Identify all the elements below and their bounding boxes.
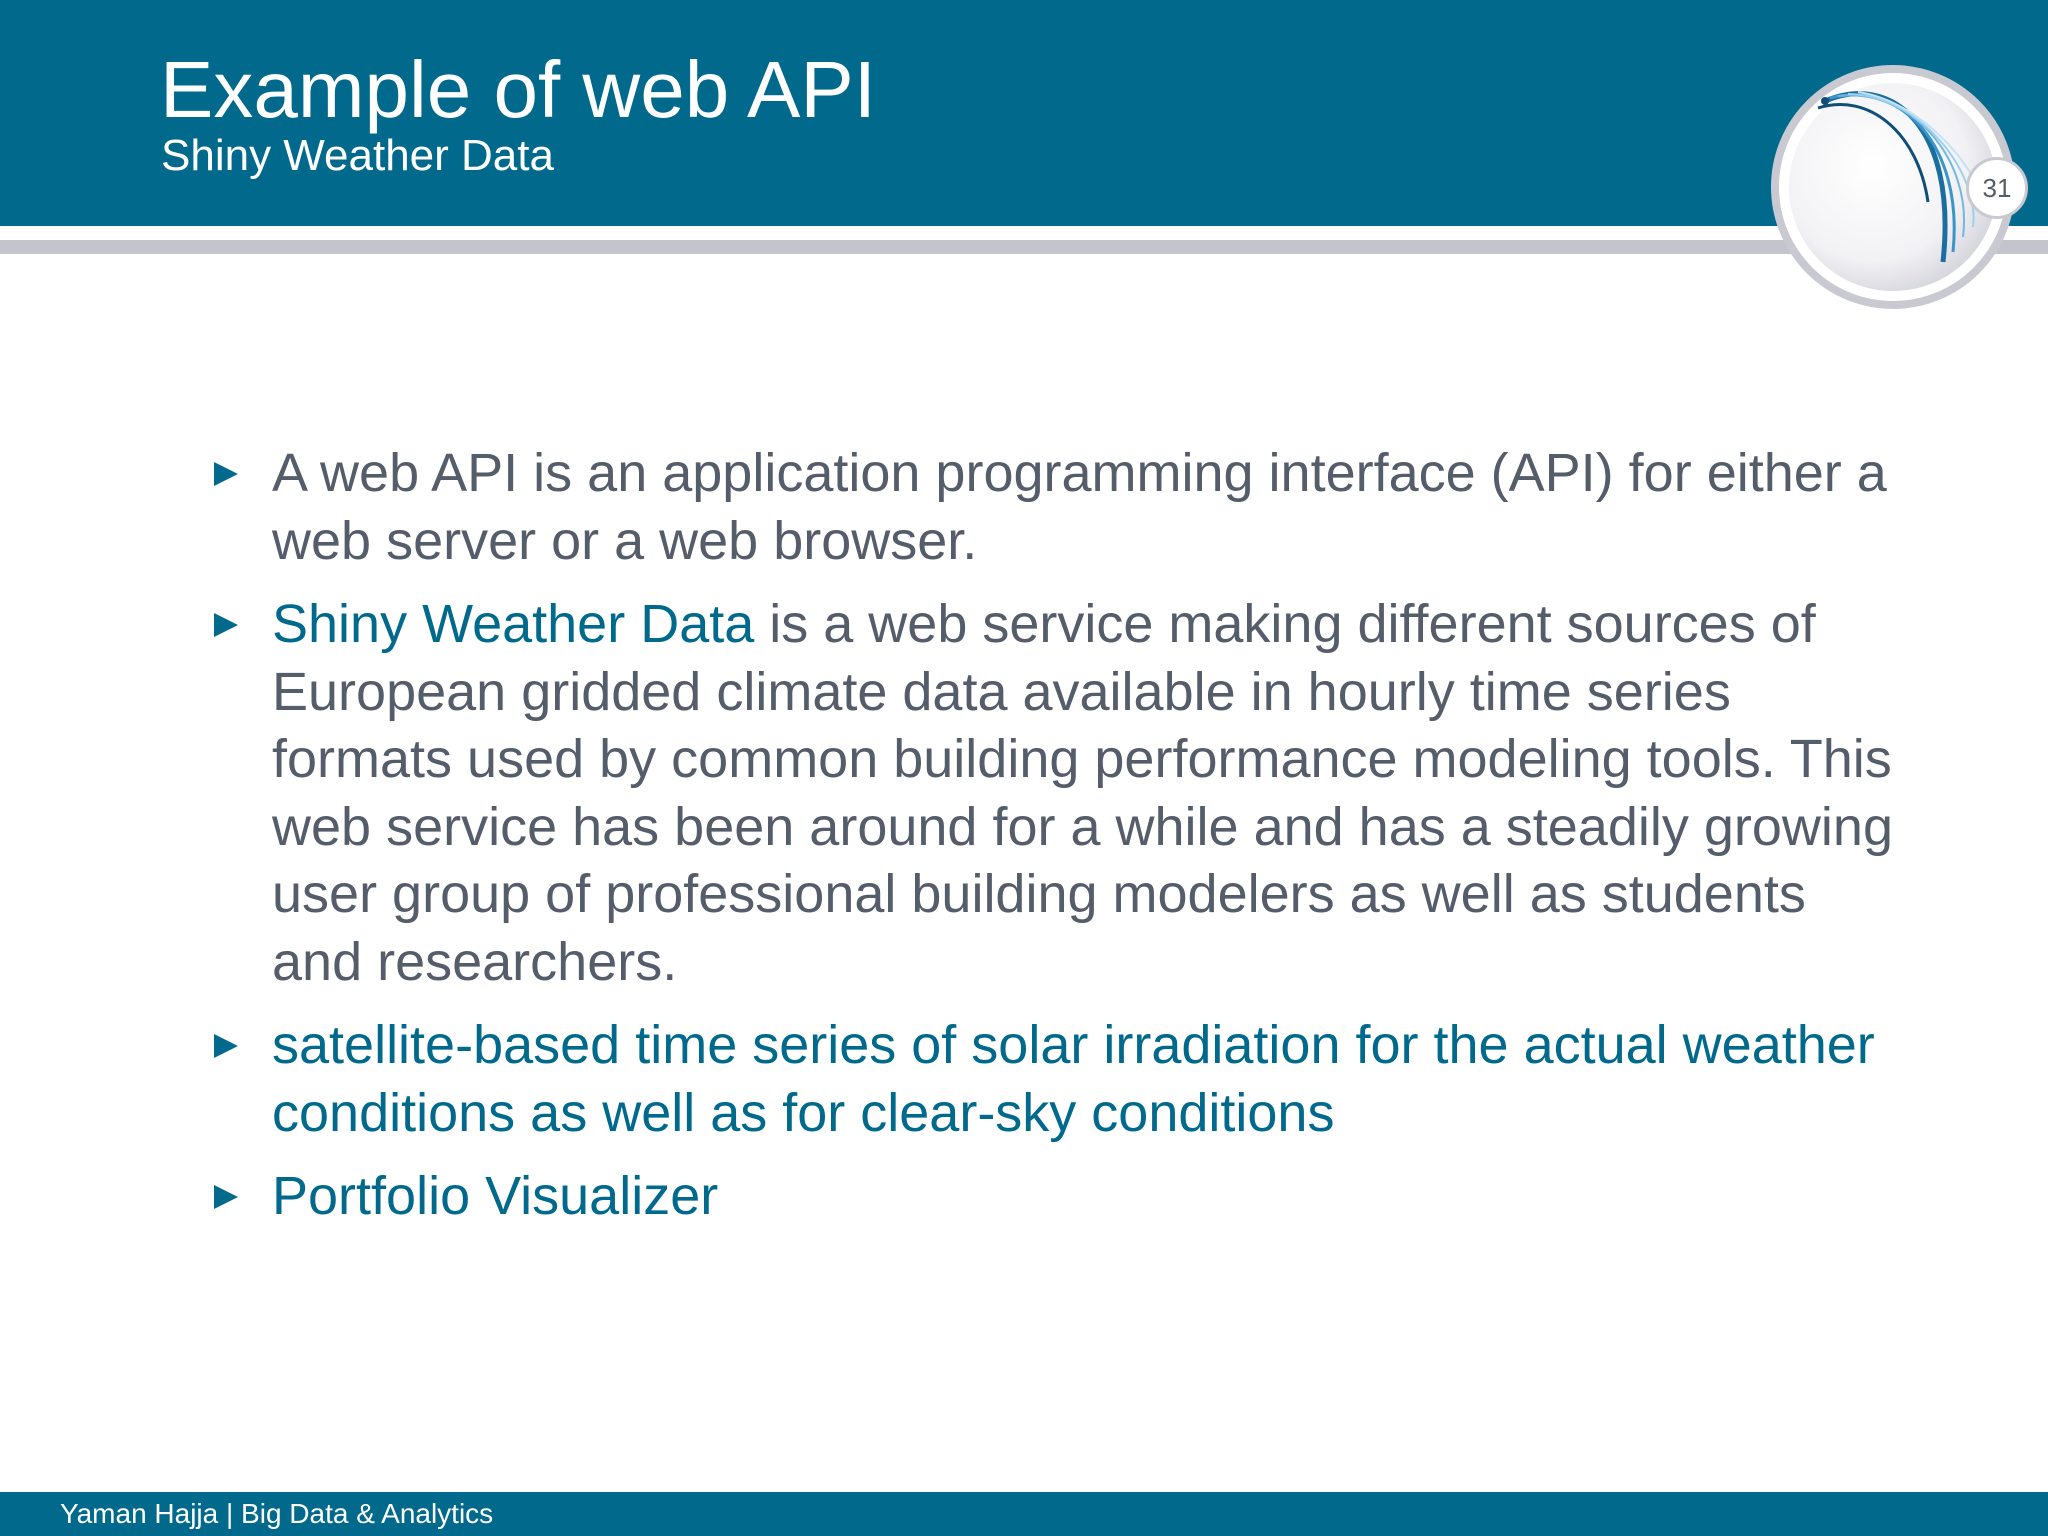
- bullet-item: [206, 1163, 1906, 1231]
- portfolio-visualizer-link[interactable]: Portfolio Visualizer: [272, 1166, 719, 1226]
- slide-title: Example of web API: [160, 45, 876, 134]
- triangle-bullet-icon: [214, 1034, 238, 1058]
- bullet-list: [206, 440, 1906, 1247]
- page-number-badge: 31: [1966, 157, 2028, 219]
- solar-irradiation-link[interactable]: satellite-based time series of solar irradiation for the actual weather conditions as well as for clear-sky conditions: [272, 1015, 1875, 1143]
- bullet-item: [206, 591, 1906, 996]
- bullet-text: A web API is an application programming interface (API) for either a web server or a web browser.: [272, 443, 1887, 571]
- bullet-item: [206, 440, 1906, 575]
- triangle-bullet-icon: [214, 613, 238, 637]
- bullet-item: [206, 1012, 1906, 1147]
- triangle-bullet-icon: [214, 1185, 238, 1209]
- header-divider-gray: [0, 240, 2048, 254]
- triangle-bullet-icon: [214, 462, 238, 486]
- header-divider-white: [0, 226, 2048, 240]
- footer-text: Yaman Hajja | Big Data & Analytics: [60, 1498, 494, 1529]
- slide-subtitle: Shiny Weather Data: [161, 131, 554, 180]
- bullet-text: is a web service making different sources of European gridded climate data available in hourly time series formats used by common building performance modeling tools. This web service has been around for a while and has a steadily growing user group of professional building modelers as well as students and researchers.: [272, 594, 1893, 992]
- shiny-weather-data-link[interactable]: Shiny Weather Data: [272, 594, 755, 654]
